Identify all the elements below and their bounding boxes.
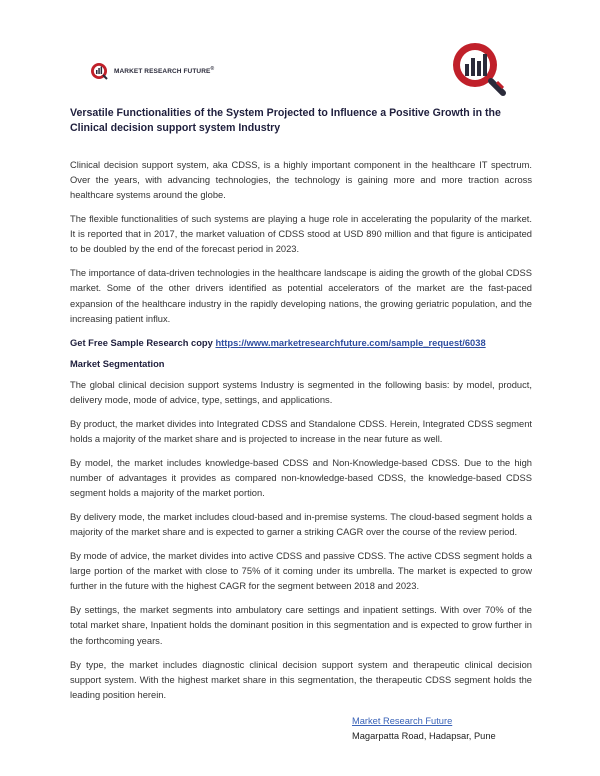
segmentation-paragraph: By product, the market divides into Integrated CDSS and Standalone CDSS. Herein, Integrated CDSS segment holds a majority of the market share and is projected to increase in the near future as well. bbox=[70, 418, 532, 444]
magnifier-chart-icon bbox=[450, 40, 508, 98]
intro-paragraph: Clinical decision support system, aka CDSS, is a highly important component in the healthcare IT spectrum. Over the years, with advancing technologies, the technology is gaining more and more traction across healthcare systems around the globe. bbox=[70, 160, 532, 201]
segmentation-paragraph: By settings, the market segments into ambulatory care settings and inpatient settings. With over 70% of the total market share, Inpatient holds the dominant position in this segmentation and is expected to grow further in the forthcoming years. bbox=[70, 605, 532, 646]
brand-name: MARKET RESEARCH FUTURE® bbox=[114, 66, 215, 76]
footer-contact bbox=[352, 714, 496, 743]
segmentation-paragraph: By delivery mode, the market includes cloud-based and in-premise systems. The cloud-based segment holds a majority of the market share and is expected to garner a striking CAGR over the course of the review period. bbox=[70, 512, 532, 538]
segmentation-paragraph: The global clinical decision support systems Industry is segmented in the following basis: by model, product, delivery mode, mode of advice, type, settings, and applications. bbox=[70, 379, 532, 405]
company-address: Magarpatta Road, Hadapsar, Pune bbox=[352, 730, 496, 741]
sample-request-link[interactable]: https://www.marketresearchfuture.com/sample_request/6038 bbox=[215, 337, 486, 348]
article-body bbox=[70, 158, 532, 712]
intro-paragraph: The importance of data-driven technologies in the healthcare landscape is aiding the growth of the global CDSS market. Some of the other drivers identified as potential accelerators of the market are the fast-paced expansion of the healthcare industry in the rapidly developing nations, the growing geriatric population, and the increasing patient influx. bbox=[70, 268, 532, 324]
sample-request bbox=[70, 336, 532, 351]
brand-emblem bbox=[450, 40, 508, 98]
header-logo bbox=[90, 62, 214, 80]
article-title: Versatile Functionalities of the System Projected to Influence a Positive Growth in the Clinical decision support system Industry bbox=[70, 107, 501, 134]
mrf-logo-icon bbox=[90, 62, 110, 80]
intro-paragraph: The flexible functionalities of such systems are playing a huge role in accelerating the popularity of the market. It is reported that in 2017, the market valuation of CDSS stood at USD 890 million and that figure is anticipated to be doubled by the end of the forecast period in 2023. bbox=[70, 214, 532, 255]
segmentation-heading: Market Segmentation bbox=[70, 358, 165, 369]
segmentation-paragraph: By mode of advice, the market divides into active CDSS and passive CDSS. The active CDSS segment holds a large portion of the market with close to 75% of it coming under its umbrella. The market is expected to grow further in the future with the highest CAGR for the segment between 2018 and 2023. bbox=[70, 551, 532, 592]
company-link[interactable]: Market Research Future bbox=[352, 716, 453, 726]
segmentation-paragraph: By type, the market includes diagnostic clinical decision support system and therapeutic clinical decision support system. With the highest market share in this segmentation, the therapeutic CDSS segment holds the leading position herein. bbox=[70, 659, 532, 700]
segmentation-paragraph: By model, the market includes knowledge-based CDSS and Non-Knowledge-based CDSS. Due to the high number of advantages it provides as compared non-knowledge-based CDSS, the knowledge-based CDSS segment holds a majority of the market portion. bbox=[70, 457, 532, 499]
sample-label: Get Free Sample Research copy bbox=[70, 337, 213, 348]
